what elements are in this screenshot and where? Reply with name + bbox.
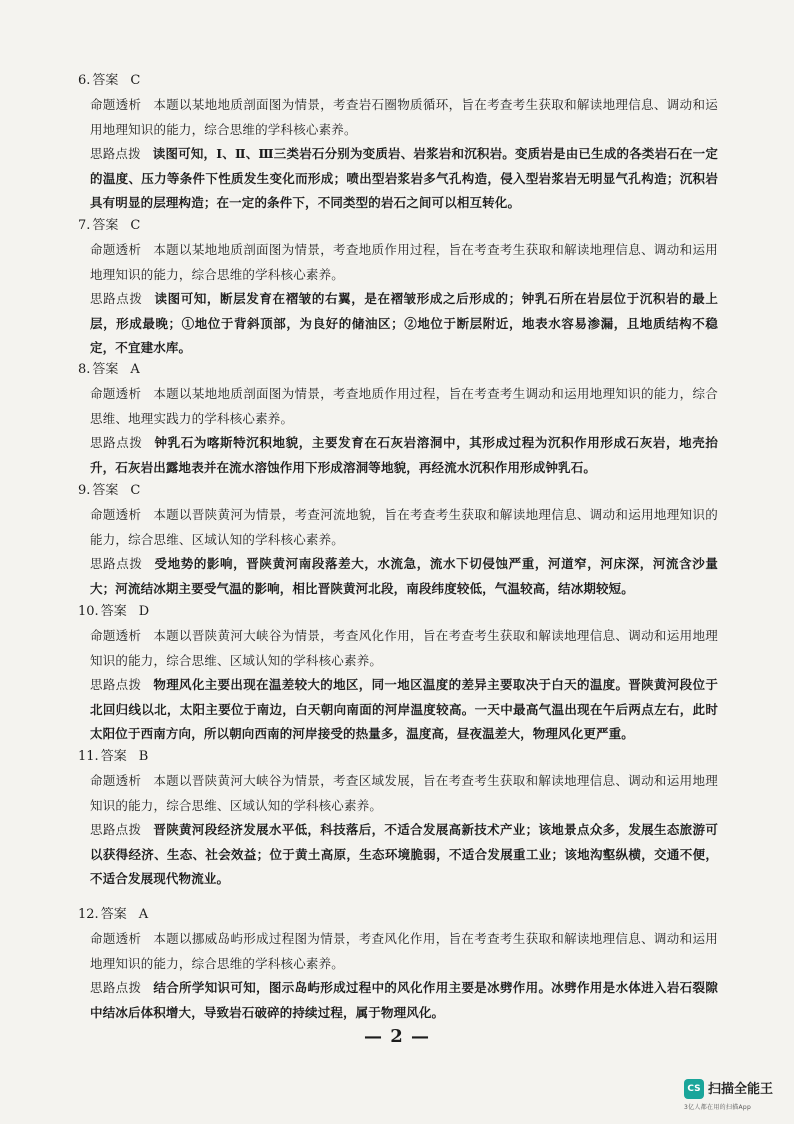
path-label: 思路点拨 [90, 556, 143, 571]
scanner-app-name: 扫描全能王 [708, 1082, 774, 1097]
analysis-label: 命题透析 [90, 386, 142, 401]
answer-label: 答案 [100, 907, 127, 922]
question-number: 12. [78, 907, 99, 922]
answer-label: 答案 [92, 218, 119, 233]
analysis-paragraph [78, 503, 718, 552]
answer-label: 答案 [100, 604, 127, 619]
analysis-label: 命题透析 [90, 628, 142, 643]
path-text: 晋陕黄河段经济发展水平低，科技落后，不适合发展高新技术产业；该地景点众多，发展生态旅游可以获得经济、生态、社会效益；位于黄土高原，生态环境脆弱，不适合发展重工业；该地沟壑纵横，交通不便，不适合发展现代物流业。 [90, 822, 718, 886]
path-label: 思路点拨 [90, 822, 142, 837]
analysis-label: 命题透析 [90, 931, 142, 946]
answer-value: A [130, 362, 140, 377]
analysis-paragraph [78, 769, 718, 818]
analysis-label: 命题透析 [90, 507, 142, 522]
question-9 [78, 479, 718, 601]
answer-value: C [130, 483, 141, 498]
analysis-text: 本题以某地地质剖面图为情景，考查地质作用过程，旨在考查考生调动和运用地理知识的能力，综合思维、地理实践力的学科核心素养。 [90, 386, 718, 426]
path-paragraph [78, 287, 718, 361]
answer-label: 答案 [92, 73, 119, 88]
path-paragraph [78, 552, 718, 601]
analysis-label: 命题透析 [90, 97, 142, 112]
question-number: 8. [78, 362, 91, 377]
analysis-text: 本题以某地地质剖面图为情景，考查岩石圈物质循环，旨在考查考生获取和解读地理信息、调动和运用地理知识的能力，综合思维的学科核心素养。 [90, 97, 718, 137]
path-text: 钟乳石为喀斯特沉积地貌，主要发育在石灰岩溶洞中，其形成过程为沉积作用形成石灰岩，地壳抬升，石灰岩出露地表并在流水溶蚀作用下形成溶洞等地貌，再经流水沉积作用形成钟乳石。 [90, 435, 718, 475]
answer-label: 答案 [92, 483, 119, 498]
page-number: — 2 — [363, 1026, 431, 1047]
path-label: 思路点拨 [90, 291, 143, 306]
analysis-paragraph [78, 382, 718, 431]
analysis-paragraph [78, 93, 718, 142]
question-number: 10. [78, 604, 99, 619]
answer-line [78, 214, 718, 238]
question-number: 7. [78, 218, 91, 233]
analysis-text: 本题以晋陕黄河为情景，考查河流地貌，旨在考查考生获取和解读地理信息、调动和运用地理知识的能力，综合思维、区域认知的学科核心素养。 [90, 507, 718, 547]
answer-value: C [130, 218, 141, 233]
analysis-text: 本题以晋陕黄河大峡谷为情景，考查风化作用，旨在考查考生获取和解读地理信息、调动和运用地理知识的能力，综合思维、区域认知的学科核心素养。 [90, 628, 718, 668]
answer-line [78, 600, 718, 624]
answer-value: D [138, 604, 150, 619]
path-paragraph [78, 976, 718, 1025]
question-number: 6. [78, 73, 91, 88]
question-7 [78, 214, 718, 361]
answer-label: 答案 [100, 749, 127, 764]
path-text: 物理风化主要出现在温差较大的地区，同一地区温度的差异主要取决于白天的温度。晋陕黄河段位于北回归线以北，太阳主要位于南边，白天朝向南面的河岸温度较高。一天中最高气温出现在午后两点左右，此时太阳位于西南方向，所以朝向西南的河岸接受的热量多，温度高，昼夜温差大，物理风化更严重。 [90, 677, 718, 741]
camscanner-logo-icon: CS [684, 1079, 704, 1099]
analysis-text: 本题以某地地质剖面图为情景，考查地质作用过程，旨在考查考生获取和解读地理信息、调动和运用地理知识的能力，综合思维的学科核心素养。 [90, 242, 718, 282]
answer-line [78, 903, 718, 927]
analysis-paragraph [78, 927, 718, 976]
answer-line [78, 479, 718, 503]
question-12 [78, 903, 718, 1025]
path-label: 思路点拨 [90, 980, 142, 995]
path-text: 结合所学知识可知，图示岛屿形成过程中的风化作用主要是冰劈作用。冰劈作用是水体进入岩石裂隙中结冰后体积增大，导致岩石破碎的持续过程，属于物理风化。 [90, 980, 718, 1020]
answer-value: A [138, 907, 149, 922]
path-text: 受地势的影响，晋陕黄河南段落差大，水流急，流水下切侵蚀严重，河道窄，河床深，河流含沙量大；河流结冰期主要受气温的影响，相比晋陕黄河北段，南段纬度较低，气温较高，结冰期较短。 [90, 556, 718, 596]
question-number: 9. [78, 483, 91, 498]
path-paragraph [78, 673, 718, 747]
answer-label: 答案 [92, 362, 119, 377]
path-text: 读图可知，断层发育在褶皱的右翼，是在褶皱形成之后形成的；钟乳石所在岩层位于沉积岩的最上层，形成最晚；①地位于背斜顶部，为良好的储油区；②地位于断层附近，地表水容易渗漏，且地质结构不稳定，不宜建水库。 [90, 291, 718, 355]
path-label: 思路点拨 [90, 677, 142, 692]
scanner-tagline: 3亿人都在用的扫描App [684, 1104, 752, 1111]
analysis-paragraph [78, 238, 718, 287]
analysis-text: 本题以挪威岛屿形成过程图为情景，考查风化作用，旨在考查考生获取和解读地理信息、调动和运用地理知识的能力，综合思维的学科核心素养。 [90, 931, 718, 971]
question-11 [78, 745, 718, 892]
answer-line [78, 69, 718, 93]
analysis-text: 本题以晋陕黄河大峡谷为情景，考查区域发展，旨在考查考生获取和解读地理信息、调动和运用地理知识的能力，综合思维、区域认知的学科核心素养。 [90, 773, 718, 813]
answer-line [78, 745, 718, 769]
analysis-label: 命题透析 [90, 773, 142, 788]
path-paragraph [78, 142, 718, 216]
path-text: 读图可知，Ⅰ、Ⅱ、Ⅲ三类岩石分别为变质岩、岩浆岩和沉积岩。变质岩是由已生成的各类岩石在一定的温度、压力等条件下性质发生变化而形成；喷出型岩浆岩多气孔构造，侵入型岩浆岩无明显气孔构造；沉积岩具有明显的层理构造；在一定的条件下，不同类型的岩石之间可以相互转化。 [90, 146, 718, 210]
question-10 [78, 600, 718, 747]
answer-line [78, 358, 718, 382]
question-8 [78, 358, 718, 480]
analysis-label: 命题透析 [90, 242, 142, 257]
question-6 [78, 69, 718, 216]
path-label: 思路点拨 [90, 146, 141, 161]
path-label: 思路点拨 [90, 435, 143, 450]
path-paragraph [78, 431, 718, 480]
question-number: 11. [78, 749, 99, 764]
path-paragraph [78, 818, 718, 892]
analysis-paragraph [78, 624, 718, 673]
answer-value: B [138, 749, 149, 764]
answer-value: C [130, 73, 141, 88]
